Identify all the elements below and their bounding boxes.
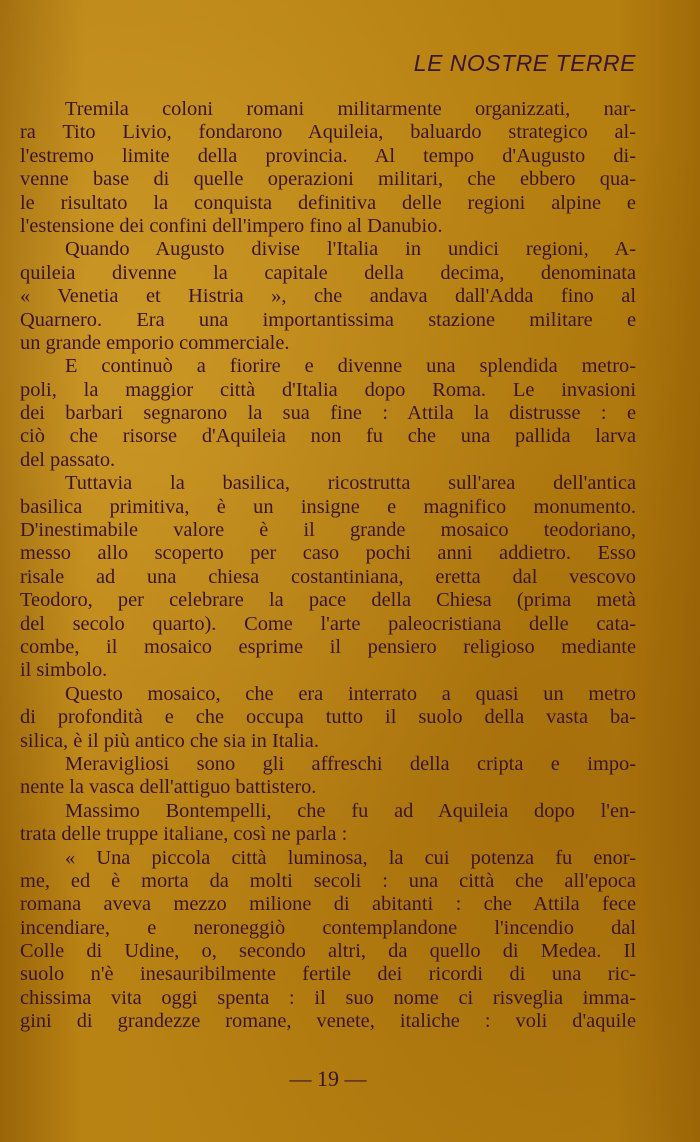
text-line: venne base di quelle operazioni militari, che ebbero qua- <box>20 168 636 191</box>
text-line: del passato. <box>20 448 116 471</box>
text-line: incendiare, e neroneggiò contemplandone l'incendio dal <box>20 916 636 939</box>
text-line: Teodoro, per celebrare la pace della Chiesa (prima metà <box>20 589 636 612</box>
text-line: Quando Augusto divise l'Italia in undici regioni, A- <box>65 238 636 261</box>
text-line: Tuttavia la basilica, ricostrutta sull'area dell'antica <box>65 472 636 495</box>
text-line: Questo mosaico, che era interrato a quasi un metro <box>65 682 636 705</box>
text-line: dei barbari segnarono la sua fine : Attila la distrusse : e <box>20 402 636 425</box>
text-line: Meravigliosi sono gli affreschi della cripta e impo- <box>65 752 636 775</box>
text-line: combe, il mosaico esprime il pensiero religioso mediante <box>20 635 636 658</box>
text-line: un grande emporio commerciale. <box>20 331 290 354</box>
text-line: Quarnero. Era una importantissima stazione militare e <box>20 308 636 331</box>
text-line: messo allo scoperto per caso pochi anni addietro. Esso <box>20 542 636 565</box>
text-line: E continuò a fiorire e divenne una splendida metro- <box>65 355 636 378</box>
text-line: il simbolo. <box>20 659 108 682</box>
text-line: Colle di Udine, o, secondo altri, da quello di Medea. Il <box>20 940 636 963</box>
text-line: gini di grandezze romane, venete, italiche : voli d'aquile <box>20 1010 636 1033</box>
text-line: le risultato la conquista definitiva delle regioni alpine e <box>20 191 636 214</box>
text-line: risale ad una chiesa costantiniana, eretta dal vescovo <box>20 565 636 588</box>
text-line: l'estremo limite della provincia. Al tempo d'Augusto di- <box>20 144 636 167</box>
text-line: trata delle truppe italiane, così ne parla : <box>20 823 348 846</box>
text-line: « Una piccola città luminosa, la cui potenza fu enor- <box>65 846 636 869</box>
text-line: suolo n'è inesauribilmente fertile dei ricordi di una ric- <box>20 963 636 986</box>
text-line: del secolo quarto). Come l'arte paleocristiana delle cata- <box>20 612 636 635</box>
text-line: basilica primitiva, è un insigne e magnifico monumento. <box>20 495 636 518</box>
text-line: me, ed è morta da molti secoli : una città che all'epoca <box>20 869 636 892</box>
text-line: ciò che risorse d'Aquileia non fu che una pallida larva <box>20 425 636 448</box>
text-line: Massimo Bontempelli, che fu ad Aquileia dopo l'en- <box>65 799 636 822</box>
text-line: l'estensione dei confini dell'impero fino al Danubio. <box>20 214 443 237</box>
text-line: « Venetia et Histria », che andava dall'Adda fino al <box>20 285 636 308</box>
text-line: romana aveva mezzo milione di abitanti : che Attila fece <box>20 893 636 916</box>
text-line: ra Tito Livio, fondarono Aquileia, baluardo strategico al- <box>20 121 636 144</box>
text-line: quileia divenne la capitale della decima, denominata <box>20 261 636 284</box>
text-line: di profondità e che occupa tutto il suolo della vasta ba- <box>20 706 636 729</box>
text-line: D'inestimabile valore è il grande mosaico teodoriano, <box>20 519 636 542</box>
body-text <box>20 98 636 1034</box>
text-line: nente la vasca dell'attiguo battistero. <box>20 776 317 799</box>
running-head: LE NOSTRE TERRE <box>413 50 636 76</box>
page-number: — 19 — <box>289 1066 367 1091</box>
text-line: Tremila coloni romani militarmente organizzati, nar- <box>65 98 636 120</box>
text-line: chissima vita oggi spenta : il suo nome ci risveglia imma- <box>20 986 636 1009</box>
text-line: silica, è il più antico che sia in Italia. <box>20 729 319 752</box>
text-line: poli, la maggior città d'Italia dopo Roma. Le invasioni <box>20 378 636 401</box>
